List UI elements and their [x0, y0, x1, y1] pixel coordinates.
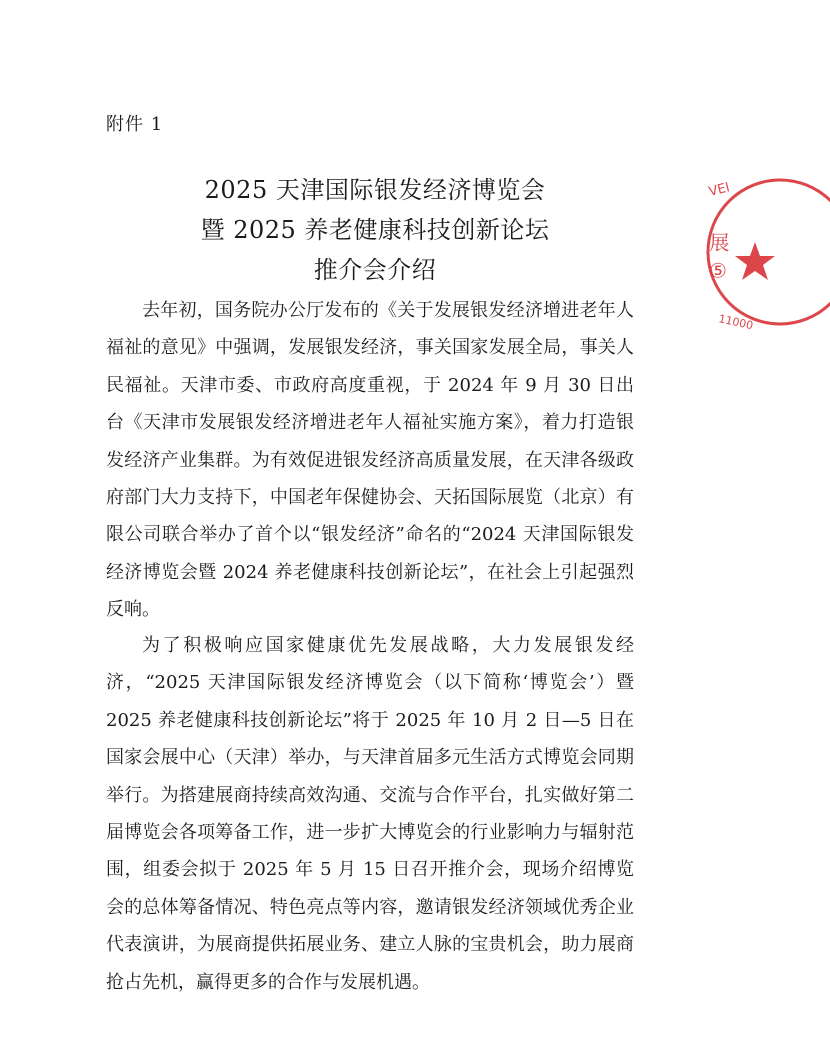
paragraph-1: 去年初，国务院办公厅发布的《关于发展银发经济增进老年人福祉的意见》中强调，发展银发经济，事关国家发展全局，事关人民福祉。天津市委、市政府高度重视，于 2024 年 9 月 30 日出台《天津市发展银发经济增进老年人福祉实施方案》，着力打造银发经济产业集群。为有效促进银发经济高质量发展，在天津各级政府部门大力支持下，中国老年保健协会、天拓国际展览（北京）有限公司联合举办了首个以“银发经济”命名的“2024 天津国际银发经济博览会暨 2024 养老健康科技创新论坛”，在社会上引起强烈反响。 — [106, 300, 634, 621]
stamp-bottom-text: 11000 — [717, 312, 755, 333]
document-title — [0, 170, 750, 290]
attachment-label: 附件 1 — [106, 114, 164, 135]
title-line-3: 推介会介绍 — [313, 256, 437, 284]
stamp-top-text: VEI — [707, 180, 732, 200]
title-line-2: 暨 2025 养老健康科技创新论坛 — [200, 216, 550, 244]
stamp-side-text: 展 ⑤ — [706, 232, 730, 283]
paragraph-2: 为了积极响应国家健康优先发展战略，大力发展银发经济，“2025 天津国际银发经济博览会（以下简称‘博览会’）暨 2025 养老健康科技创新论坛”将于 2025 年 10 月 2 日—5 日在国家会展中心（天津）举办，与天津首届多元生活方式博览会同期举行。为搭建展商持续高效沟通、交流与合作平台，扎实做好第二届博览会各项筹备工作，进一步扩大博览会的行业影响力与辐射范围，组委会拟于 2025 年 5 月 15 日召开推介会，现场介绍博览会的总体筹备情况、特色亮点等内容，邀请银发经济领域优秀企业代表演讲，为展商提供拓展业务、建立人脉的宝贵机会，助力展商抢占先机，赢得更多的合作与发展机遇。 — [106, 635, 634, 993]
stamp-star-icon — [735, 242, 775, 280]
official-seal-stamp — [700, 172, 830, 332]
title-line-1: 2025 天津国际银发经济博览会 — [204, 176, 546, 204]
